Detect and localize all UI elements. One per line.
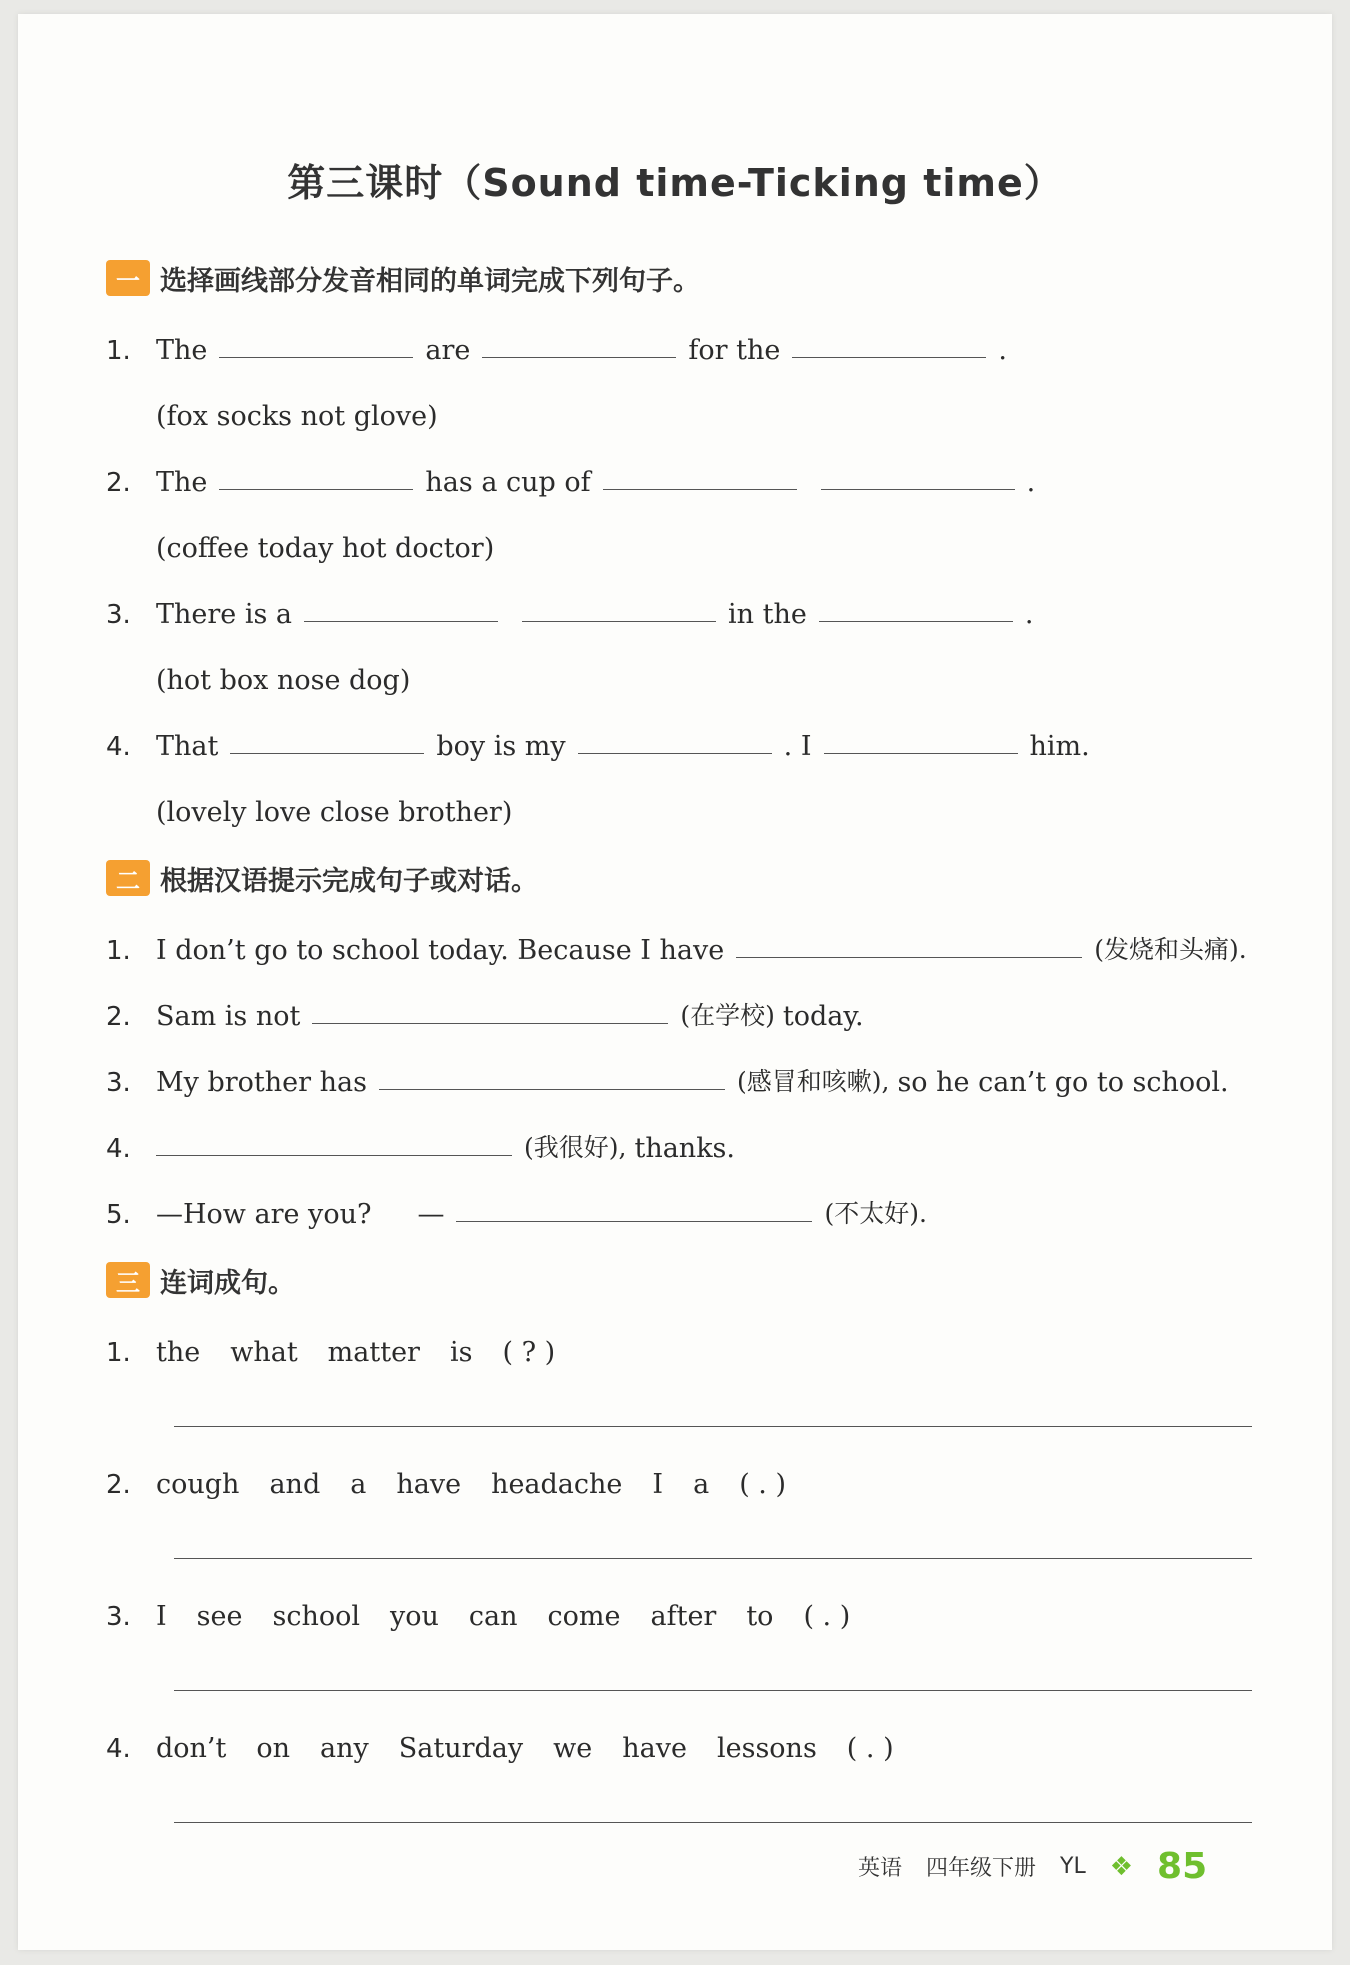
chinese-hint: (不太好). (824, 1199, 927, 1228)
footer-grade: 四年级下册 (926, 1856, 1037, 1881)
scrambled-word: see (196, 1601, 243, 1632)
answer-blank[interactable] (482, 351, 676, 358)
p1-q1 (106, 320, 1007, 366)
scrambled-word: after (650, 1601, 717, 1632)
scrambled-word: have (396, 1469, 462, 1500)
scrambled-word: is (449, 1337, 473, 1368)
p1-q3 (106, 584, 1033, 630)
q-text: . (1024, 599, 1034, 630)
scrambled-word: the (156, 1337, 201, 1368)
q-text: My brother has (156, 1067, 367, 1098)
answer-line[interactable] (174, 1558, 1252, 1559)
scrambled-word: I (652, 1469, 664, 1500)
scrambled-word: ( . ) (846, 1733, 894, 1764)
q-number: 2. (106, 1002, 131, 1032)
scrambled-word: headache (491, 1469, 623, 1500)
section-3-title: 连词成句。 (160, 1267, 295, 1299)
answer-blank[interactable] (379, 1083, 725, 1090)
diamond-icon: ❖ (1109, 1851, 1134, 1882)
q-number: 3. (106, 1602, 131, 1632)
scrambled-word: ( . ) (803, 1601, 851, 1632)
chinese-hint: (在学校) (680, 1001, 775, 1030)
q-number: 4. (106, 732, 131, 762)
chinese-hint: (发烧和头痛). (1094, 935, 1247, 964)
scrambled-word: a (693, 1469, 710, 1500)
answer-blank[interactable] (819, 615, 1013, 622)
p1-q1-options: (fox socks not glove) (156, 401, 438, 432)
scrambled-word: we (553, 1733, 593, 1764)
p1-q4-options: (lovely love close brother) (156, 797, 513, 828)
q-number: 4. (106, 1734, 131, 1764)
q-text: There is a (156, 599, 293, 630)
q-text: so he can’t go to school. (897, 1067, 1229, 1098)
scrambled-word: you (390, 1601, 439, 1632)
scrambled-word: can (468, 1601, 518, 1632)
q-text: — (417, 1199, 445, 1230)
q-text: Sam is not (156, 1001, 301, 1032)
section-2-heading (106, 858, 538, 898)
q-number: 4. (106, 1134, 131, 1164)
section-3-heading (106, 1260, 295, 1300)
scrambled-word: school (272, 1601, 361, 1632)
q-text: —How are you? (156, 1199, 372, 1230)
q-text: has a cup of (425, 467, 591, 498)
q-text: are (425, 335, 471, 366)
q-text: . I (783, 731, 812, 762)
page-footer (858, 1846, 1207, 1887)
answer-blank[interactable] (156, 1149, 512, 1156)
q-text: That (156, 731, 219, 762)
p1-q2-options: (coffee today hot doctor) (156, 533, 495, 564)
scrambled-word: a (350, 1469, 367, 1500)
q-text: thanks. (634, 1133, 735, 1164)
scrambled-word: ( ? ) (502, 1337, 556, 1368)
section-2-title: 根据汉语提示完成句子或对话。 (160, 865, 538, 897)
p3-q1 (106, 1322, 585, 1368)
q-text: The (156, 467, 208, 498)
p3-q3 (106, 1586, 880, 1632)
footer-subject: 英语 (858, 1856, 903, 1881)
p3-q2 (106, 1454, 816, 1500)
answer-line[interactable] (174, 1426, 1252, 1427)
q-text: boy is my (436, 731, 566, 762)
footer-edition: YL (1060, 1854, 1086, 1879)
scrambled-word: on (256, 1733, 291, 1764)
p3-q4 (106, 1718, 924, 1764)
p2-q3 (106, 1052, 1229, 1098)
scrambled-word: lessons (716, 1733, 817, 1764)
scrambled-word: I (156, 1601, 167, 1632)
answer-blank[interactable] (821, 483, 1015, 490)
q-text: . (998, 335, 1007, 366)
p1-q3-options: (hot box nose dog) (156, 665, 411, 696)
q-text: The (156, 335, 208, 366)
q-text: in the (728, 599, 807, 630)
answer-blank[interactable] (304, 615, 498, 622)
answer-blank[interactable] (312, 1017, 668, 1024)
q-number: 2. (106, 1470, 131, 1500)
p2-q4 (106, 1118, 735, 1164)
scrambled-word: what (230, 1337, 298, 1368)
answer-blank[interactable] (824, 747, 1018, 754)
scrambled-word: ( . ) (739, 1469, 787, 1500)
answer-blank[interactable] (736, 951, 1082, 958)
answer-blank[interactable] (792, 351, 986, 358)
answer-line[interactable] (174, 1822, 1252, 1823)
answer-line[interactable] (174, 1690, 1252, 1691)
scrambled-word: any (320, 1733, 369, 1764)
section-1-title: 选择画线部分发音相同的单词完成下列句子。 (160, 265, 700, 297)
chinese-hint: (我很好), (524, 1133, 627, 1162)
q-number: 1. (106, 336, 131, 366)
q-text: for the (688, 335, 781, 366)
q-number: 2. (106, 468, 131, 498)
p1-q4 (106, 716, 1090, 762)
answer-blank[interactable] (219, 483, 413, 490)
answer-blank[interactable] (603, 483, 797, 490)
worksheet-page (18, 14, 1332, 1950)
p2-q1 (106, 920, 1247, 966)
q-number: 3. (106, 1068, 131, 1098)
q-number: 1. (106, 1338, 131, 1368)
answer-blank[interactable] (230, 747, 424, 754)
p2-q2 (106, 986, 864, 1032)
q-text: . (1026, 467, 1036, 498)
scrambled-word: come (547, 1601, 621, 1632)
scrambled-word: cough (156, 1469, 240, 1500)
page-number: 85 (1157, 1846, 1208, 1887)
q-number: 1. (106, 936, 131, 966)
section-1-badge: 一 (106, 260, 150, 296)
q-number: 5. (106, 1200, 131, 1230)
q-text: I don’t go to school today. Because I have (156, 935, 725, 966)
page-title: 第三课时（Sound time-Ticking time） (287, 161, 1063, 205)
answer-blank[interactable] (456, 1215, 812, 1222)
scrambled-word: have (622, 1733, 687, 1764)
q-text: today. (782, 1001, 864, 1032)
scrambled-word: matter (327, 1337, 420, 1368)
p2-q5 (106, 1184, 927, 1230)
scrambled-word: Saturday (398, 1733, 524, 1764)
scrambled-word: and (269, 1469, 321, 1500)
answer-blank[interactable] (522, 615, 716, 622)
section-2-badge: 二 (106, 860, 150, 896)
answer-blank[interactable] (578, 747, 772, 754)
section-1-heading (106, 258, 700, 298)
q-number: 3. (106, 600, 131, 630)
scrambled-word: to (746, 1601, 774, 1632)
section-3-badge: 三 (106, 1262, 150, 1298)
scrambled-word: don’t (156, 1733, 227, 1764)
p1-q2 (106, 452, 1035, 498)
answer-blank[interactable] (219, 351, 413, 358)
q-text: him. (1029, 731, 1090, 762)
chinese-hint: (感冒和咳嗽), (736, 1067, 890, 1096)
